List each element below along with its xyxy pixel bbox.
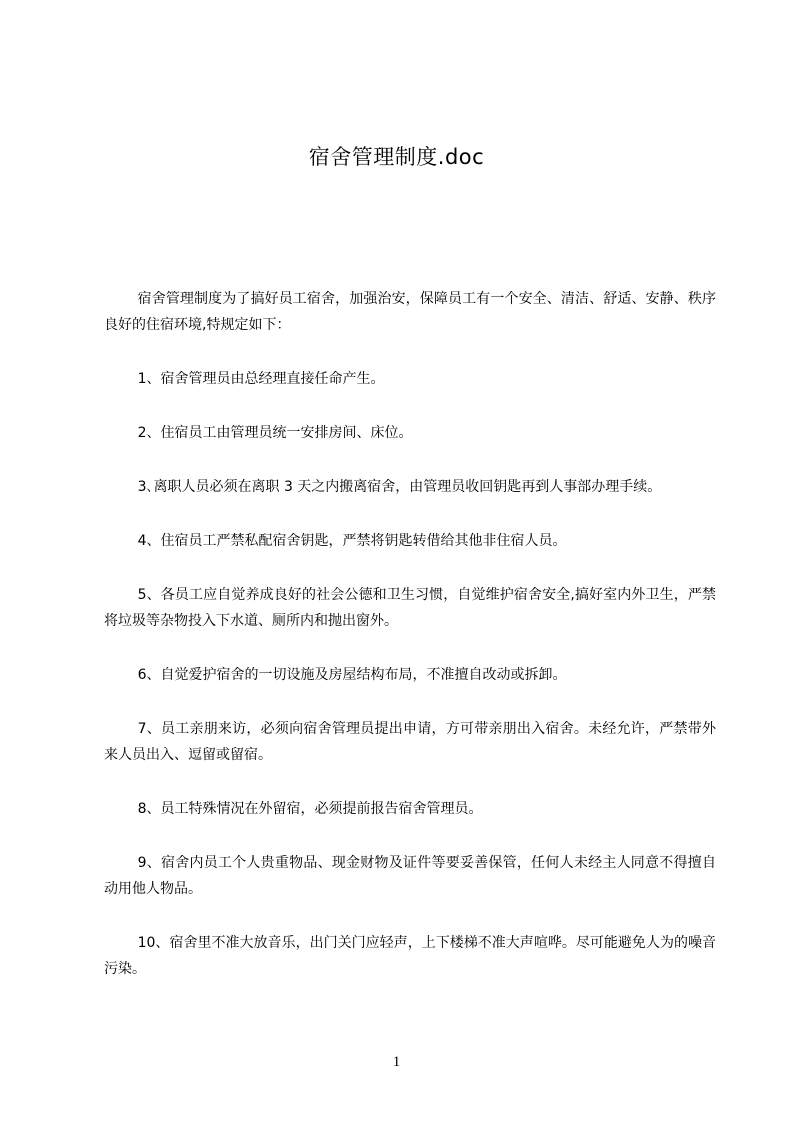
page-number: 1: [392, 1054, 401, 1070]
rule-paragraph-1: 1、宿舍管理员由总经理直接任命产生。: [137, 371, 385, 387]
rule-paragraph-8: 8、员工特殊情况在外留宿，必须提前报告宿舍管理员。: [137, 801, 483, 817]
document-body: [104, 286, 716, 1010]
rule-paragraph-2: 2、住宿员工由管理员统一安排房间、床位。: [137, 425, 413, 441]
rule-paragraph-10: 10、宿舍里不准大放音乐，出门关门应轻声，上下楼梯不准大声喧哗。尽可能避免人为的噪音污染。: [104, 935, 716, 977]
rule-paragraph-3: 3､离职人员必须在离职 3 天之内搬离宿舍，由管理员收回钥匙再到人事部办理手续。: [137, 479, 662, 495]
rule-paragraph-9: 9、宿舍内员工个人贵重物品、现金财物及证件等要妥善保管，任何人未经主人同意不得擅自动用他人物品。: [104, 855, 716, 897]
rule-paragraph-4: 4、住宿员工严禁私配宿舍钥匙，严禁将钥匙转借给其他非住宿人员。: [137, 533, 567, 549]
rule-paragraph-5: 5、各员工应自觉养成良好的社会公德和卫生习惯，自觉维护宿舍安全,搞好室内外卫生，严禁将垃圾等杂物投入下水道、厕所内和抛出窗外。: [104, 587, 716, 629]
document-title: 宿舍管理制度.doc: [308, 145, 485, 169]
rule-paragraph-6: 6、自觉爱护宿舍的一切设施及房屋结构布局，不准擅自改动或拆卸。: [137, 667, 567, 683]
rule-paragraph-7: 7、员工亲朋来访，必须向宿舍管理员提出申请，方可带亲朋出入宿舍。未经允许，严禁带外来人员出入、逗留或留宿。: [104, 721, 716, 763]
intro-paragraph: 宿舍管理制度为了搞好员工宿舍，加强治安，保障员工有一个安全、清洁、舒适、安静、秩序良好的住宿环境,特规定如下：: [104, 291, 716, 333]
